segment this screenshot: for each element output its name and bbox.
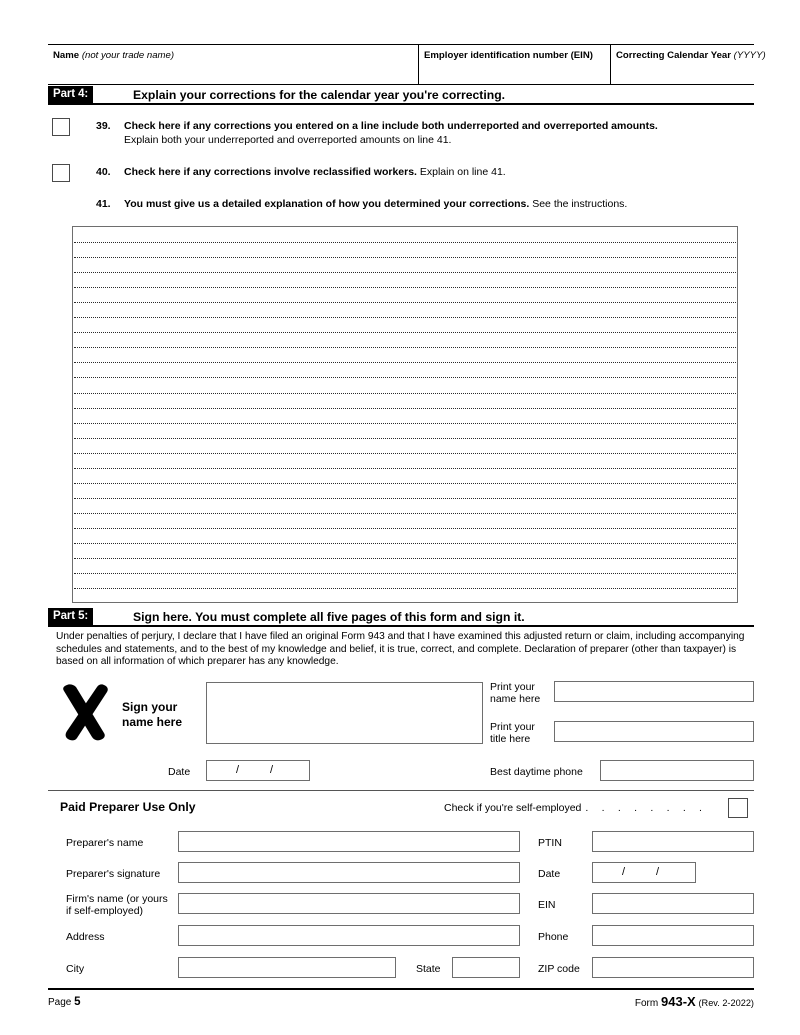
explanation-rule-line <box>74 302 736 303</box>
calendar-year-input[interactable] <box>616 63 748 83</box>
explanation-rule-line <box>74 257 736 258</box>
preparer-date-slash-2: / <box>656 866 660 878</box>
print-title-input[interactable] <box>554 721 754 742</box>
firm-ein-label: EIN <box>538 899 556 911</box>
signature-input[interactable] <box>206 682 483 744</box>
explanation-rule-line <box>74 558 736 559</box>
paid-preparer-title: Paid Preparer Use Only <box>60 800 196 814</box>
print-name-input[interactable] <box>554 681 754 702</box>
form-word: Form <box>634 998 659 1009</box>
part5-title: Sign here. You must complete all five pages of this form and sign it. <box>133 610 525 624</box>
line-41-rest-text: See the instructions. <box>529 198 628 210</box>
print-title-label-line2: title here <box>490 733 531 745</box>
print-name-label-line1: Print your <box>490 681 535 693</box>
page-number: 5 <box>74 996 81 1008</box>
zip-label: ZIP code <box>538 963 580 975</box>
explanation-rule-line <box>74 317 736 318</box>
firm-name-label-line2: if self-employed) <box>66 905 144 917</box>
preparer-date-label: Date <box>538 868 561 880</box>
line-39-bold-text: Check here if any corrections you entered on a line include both underreported and overreported amounts. <box>124 120 658 132</box>
form-identifier-footer <box>635 994 754 1009</box>
paid-preparer-divider <box>48 790 754 791</box>
firm-name-label-line1: Firm's name (or yours <box>66 893 168 905</box>
header-divider-1 <box>418 45 419 84</box>
explanation-rule-line <box>74 468 736 469</box>
name-label-bold: Name <box>53 50 80 61</box>
ein-input[interactable] <box>424 63 606 83</box>
explanation-rule-line <box>74 438 736 439</box>
explanation-rule-line <box>74 377 736 378</box>
city-input[interactable] <box>178 957 396 978</box>
part5-header-bar <box>48 608 754 627</box>
explanation-rule-line <box>74 453 736 454</box>
identification-header-strip <box>48 44 766 85</box>
line-40-rest-text: Explain on line 41. <box>416 166 506 178</box>
best-phone-input[interactable] <box>600 760 754 781</box>
preparer-name-input[interactable] <box>178 831 520 852</box>
name-label-italic: (not your trade name) <box>81 50 175 61</box>
preparer-date-slash-1: / <box>622 866 626 878</box>
name-input[interactable] <box>53 63 413 83</box>
ein-label-text: Employer identification number (EIN) <box>424 50 593 61</box>
line-40-checkbox[interactable] <box>52 164 70 182</box>
explanation-rule-line <box>74 483 736 484</box>
year-label-italic: (YYYY) <box>733 50 766 61</box>
self-employed-label-row <box>444 802 707 814</box>
explanation-rule-line <box>74 332 736 333</box>
explanation-rule-line <box>74 362 736 363</box>
line-41-text <box>124 197 744 211</box>
city-label: City <box>66 963 85 975</box>
ptin-label: PTIN <box>538 837 562 849</box>
firm-ein-input[interactable] <box>592 893 754 914</box>
explanation-rule-line <box>74 513 736 514</box>
explanation-rule-line <box>74 588 736 589</box>
part5-tag: Part 5: <box>48 608 93 625</box>
explanation-rule-line <box>74 287 736 288</box>
explanation-value <box>79 229 731 600</box>
sign-date-slash-2: / <box>270 764 274 776</box>
sign-date-input[interactable] <box>206 760 310 781</box>
name-field-label <box>53 50 174 61</box>
explanation-rule-line <box>74 498 736 499</box>
year-label-bold: Correcting Calendar Year <box>616 50 731 61</box>
line-40-number: 40. <box>96 166 111 178</box>
address-input[interactable] <box>178 925 520 946</box>
preparer-name-label: Preparer's name <box>66 837 144 849</box>
state-label: State <box>416 963 441 975</box>
sign-date-slash-1: / <box>236 764 240 776</box>
line-40-bold-text: Check here if any corrections involve reclassified workers. <box>124 166 417 178</box>
print-name-label-line2: name here <box>490 693 541 705</box>
form-revision: (Rev. 2-2022) <box>698 998 754 1008</box>
line-41-bold-text: You must give us a detailed explanation of how you determined your corrections. <box>124 198 530 210</box>
explanation-rule-line <box>74 272 736 273</box>
calendar-year-field-label <box>616 50 766 61</box>
preparer-phone-input[interactable] <box>592 925 754 946</box>
explanation-rule-line <box>74 543 736 544</box>
preparer-signature-input[interactable] <box>178 862 520 883</box>
perjury-statement: Under penalties of perjury, I declare that I have filed an original Form 943 and that I have examined this adjusted return or claim, including accompanying schedules and statements, and to the best of my knowledge and belief, it is true, correct, and complete. Declaration of preparer (other than taxpayer) is based on all information of which preparer has any knowledge. <box>56 631 745 668</box>
page-word: Page <box>48 997 72 1008</box>
sign-here-label-line1: Sign your <box>122 700 178 714</box>
explanation-textarea[interactable] <box>72 226 738 603</box>
firm-name-input[interactable] <box>178 893 520 914</box>
part4-header-bar <box>48 86 754 105</box>
line-39-subtext: Explain both your underreported and overreported amounts on line 41. <box>124 134 452 146</box>
sign-date-label: Date <box>168 766 191 778</box>
explanation-rule-line <box>74 408 736 409</box>
sign-here-label-line2: name here <box>122 715 183 729</box>
explanation-rule-line <box>74 347 736 348</box>
preparer-date-input[interactable] <box>592 862 696 883</box>
line-41-number: 41. <box>96 198 111 210</box>
signature-x-mark-icon <box>60 681 112 743</box>
header-divider-2 <box>610 45 611 84</box>
preparer-signature-label: Preparer's signature <box>66 868 161 880</box>
line-39-checkbox[interactable] <box>52 118 70 136</box>
line-39-text <box>124 119 724 133</box>
preparer-phone-label: Phone <box>538 931 569 943</box>
part4-title: Explain your corrections for the calendar year you're correcting. <box>133 88 506 102</box>
best-phone-label: Best daytime phone <box>490 766 583 778</box>
explanation-rule-line <box>74 573 736 574</box>
self-employed-label: Check if you're self-employed <box>444 802 582 814</box>
explanation-rule-line <box>74 528 736 529</box>
page-number-footer <box>48 996 81 1008</box>
part4-tag: Part 4: <box>48 86 93 103</box>
print-title-label-line1: Print your <box>490 721 535 733</box>
line-39-number: 39. <box>96 120 111 132</box>
self-employed-checkbox[interactable] <box>728 798 748 818</box>
footer-divider <box>48 988 754 990</box>
ptin-input[interactable] <box>592 831 754 852</box>
explanation-rule-line <box>74 242 736 243</box>
zip-input[interactable] <box>592 957 754 978</box>
line-40-text <box>124 165 724 179</box>
self-employed-dot-leaders: . . . . . . . . <box>585 802 708 814</box>
state-input[interactable] <box>452 957 520 978</box>
explanation-rule-line <box>74 423 736 424</box>
address-label: Address <box>66 931 105 943</box>
ein-field-label <box>424 50 593 61</box>
explanation-rule-line <box>74 393 736 394</box>
form-number: 943-X <box>661 994 696 1009</box>
